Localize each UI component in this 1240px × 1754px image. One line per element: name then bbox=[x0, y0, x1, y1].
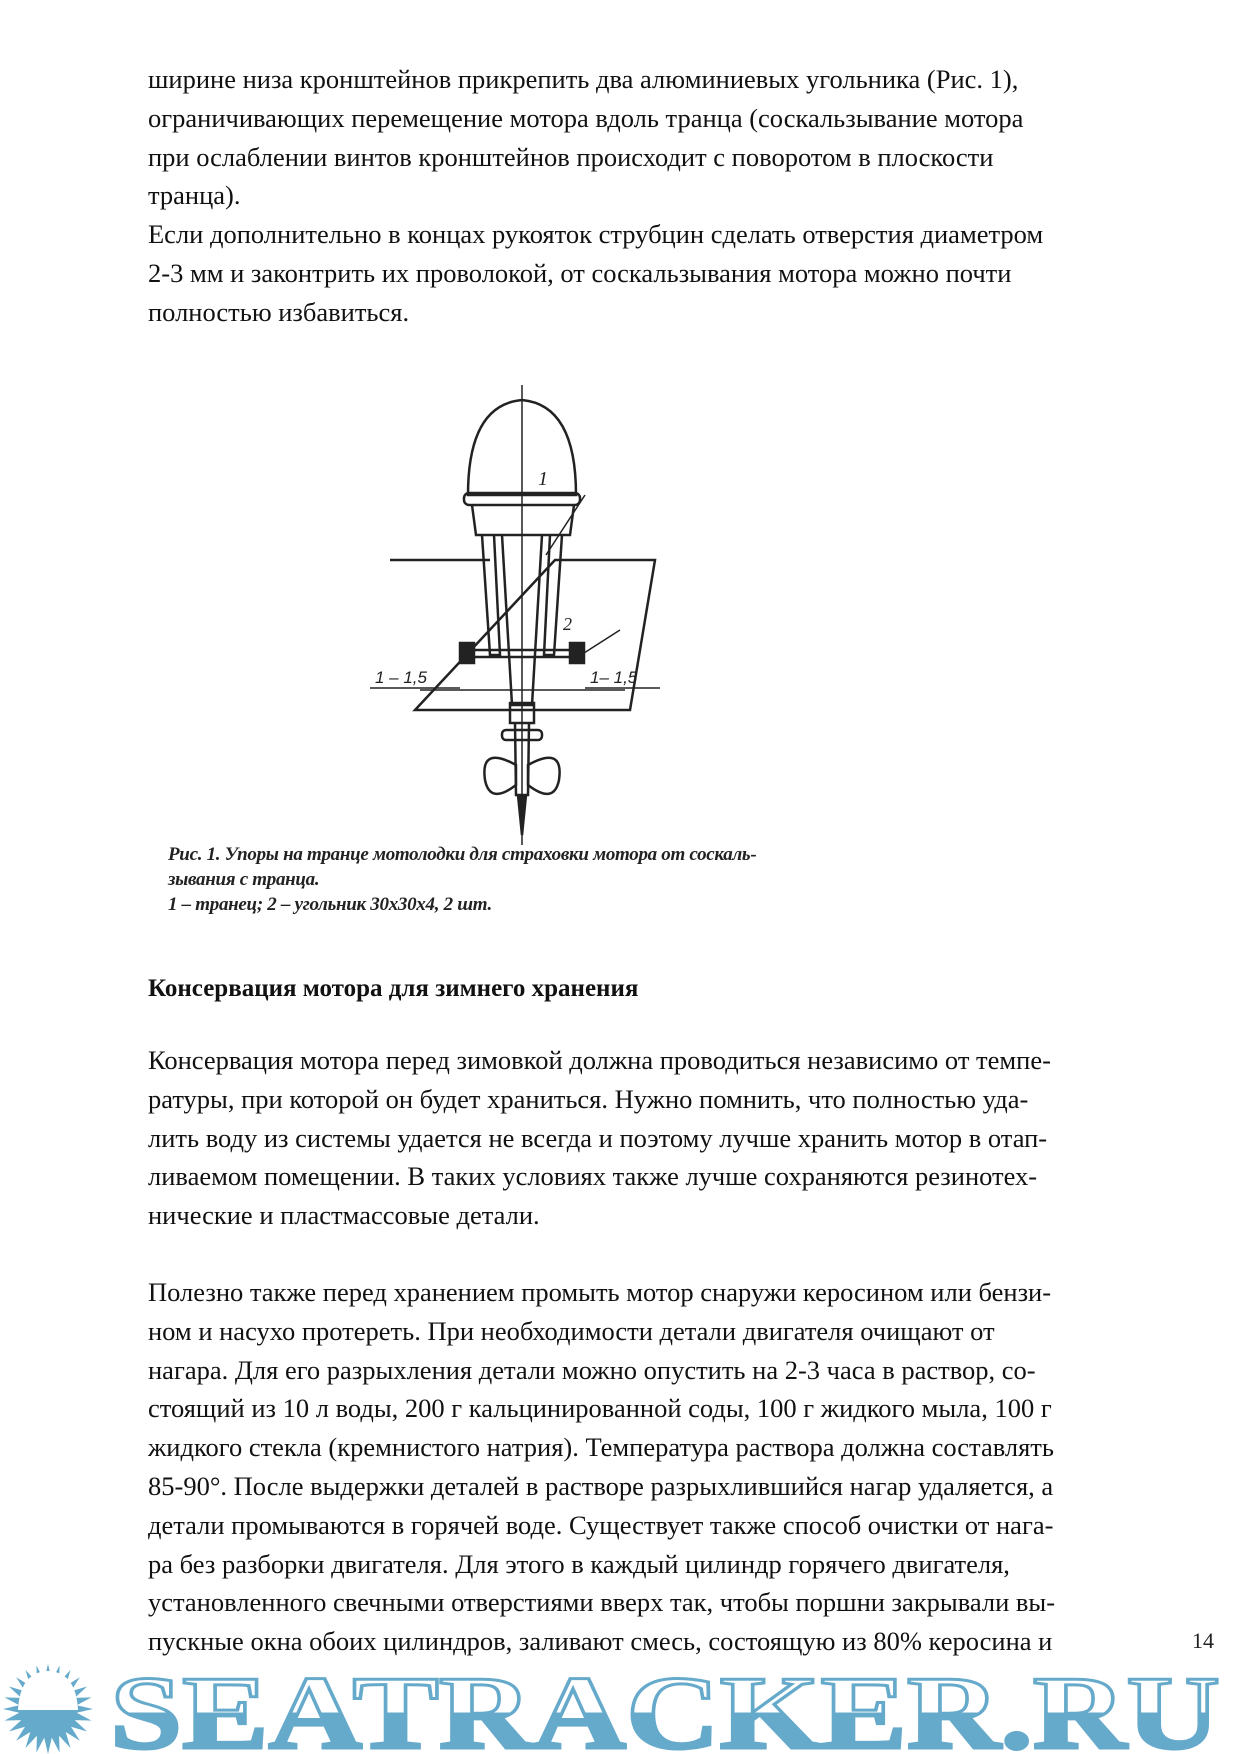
text-line: установленного свечными отверстиями вверх так, чтобы поршни закрывали вы- bbox=[148, 1587, 1056, 1618]
text-line: нические и пластмассовые детали. bbox=[148, 1200, 540, 1231]
text-line: Если дополнительно в концах рукояток струбцин сделать отверстия диаметром bbox=[148, 219, 1044, 250]
sun-icon bbox=[3, 1664, 93, 1754]
label-1: 1 bbox=[538, 468, 548, 490]
text-line: ра без разборки двигателя. Для этого в каждый цилиндр горячего двигателя, bbox=[148, 1548, 1010, 1579]
text-line: транца). bbox=[148, 180, 241, 211]
angle-left bbox=[460, 643, 474, 663]
top-paragraph bbox=[148, 60, 1158, 332]
dimension-right: 1– 1,5 bbox=[590, 668, 638, 687]
text-line: пускные окна обоих цилиндров, заливают смесь, состоящую из 80% керосина и bbox=[148, 1626, 1053, 1657]
page-number: 14 bbox=[1192, 1628, 1214, 1653]
label-2: 2 bbox=[563, 614, 572, 634]
dimension-left: 1 – 1,5 bbox=[375, 668, 427, 687]
propeller bbox=[484, 758, 516, 794]
text-line: при ослаблении винтов кронштейнов происходит с поворотом в плоскости bbox=[148, 141, 994, 172]
text-line: ном и насухо протереть. При необходимости детали двигателя очищают от bbox=[148, 1315, 995, 1346]
section-heading: Консервация мотора для зимнего хранения bbox=[148, 975, 639, 1002]
paragraph-1 bbox=[148, 1041, 1158, 1235]
text-line: Консервация мотора перед зимовкой должна проводиться независимо от темпе- bbox=[148, 1045, 1051, 1075]
text-line: полностью избавиться. bbox=[148, 296, 410, 327]
text-line: ограничивающих перемещение мотора вдоль транца (соскальзывание мотора bbox=[148, 102, 1024, 133]
text-line: лить воду из системы удается не всегда и поэтому лучше хранить мотор в отап- bbox=[148, 1122, 1048, 1153]
paragraph-2 bbox=[148, 1273, 1158, 1661]
text-line: ширине низа кронштейнов прикрепить два алюминиевых угольника (Рис. 1), bbox=[148, 64, 1019, 94]
text-line: ливаемом помещении. В таких условиях также лучше сохраняются резинотех- bbox=[148, 1161, 1038, 1192]
caption-line: зывания с транца. bbox=[168, 869, 320, 890]
text-line: детали промываются в горячей воде. Существует также способ очистки от нага- bbox=[148, 1509, 1054, 1540]
text-line: 2-3 мм и законтрить их проволокой, от соскальзывания мотора можно почти bbox=[148, 257, 1012, 288]
text-line: 85-90°. После выдержки деталей в растворе разрыхлившийся нагар удаляется, а bbox=[148, 1470, 1054, 1501]
figure-caption bbox=[168, 842, 756, 917]
text-line: Полезно также перед хранением промыть мотор снаружи керосином или бензи- bbox=[148, 1277, 1052, 1307]
angle-right bbox=[570, 643, 584, 663]
text-line: ратуры, при которой он будет храниться. Нужно помнить, что полностью уда- bbox=[148, 1083, 1029, 1114]
text-line: стоящий из 10 л воды, 200 г кальцинированной соды, 100 г жидкого мыла, 100 г bbox=[148, 1393, 1052, 1424]
caption-line: 1 – транец; 2 – угольник 30х30х4, 2 шт. bbox=[168, 894, 492, 915]
text-line: жидкого стекла (кремнистого натрия). Температура раствора должна составлять bbox=[148, 1432, 1054, 1463]
text-line: нагара. Для его разрыхления детали можно опустить на 2-3 часа в раствор, со- bbox=[148, 1354, 1036, 1385]
caption-line: Рис. 1. Упоры на транце мотолодки для страховки мотора от соскаль- bbox=[168, 844, 757, 865]
watermark-text: SEATRACKER.RU bbox=[110, 1664, 1220, 1754]
seatracker-watermark-logo bbox=[0, 1664, 1240, 1754]
engine-base bbox=[472, 505, 574, 535]
